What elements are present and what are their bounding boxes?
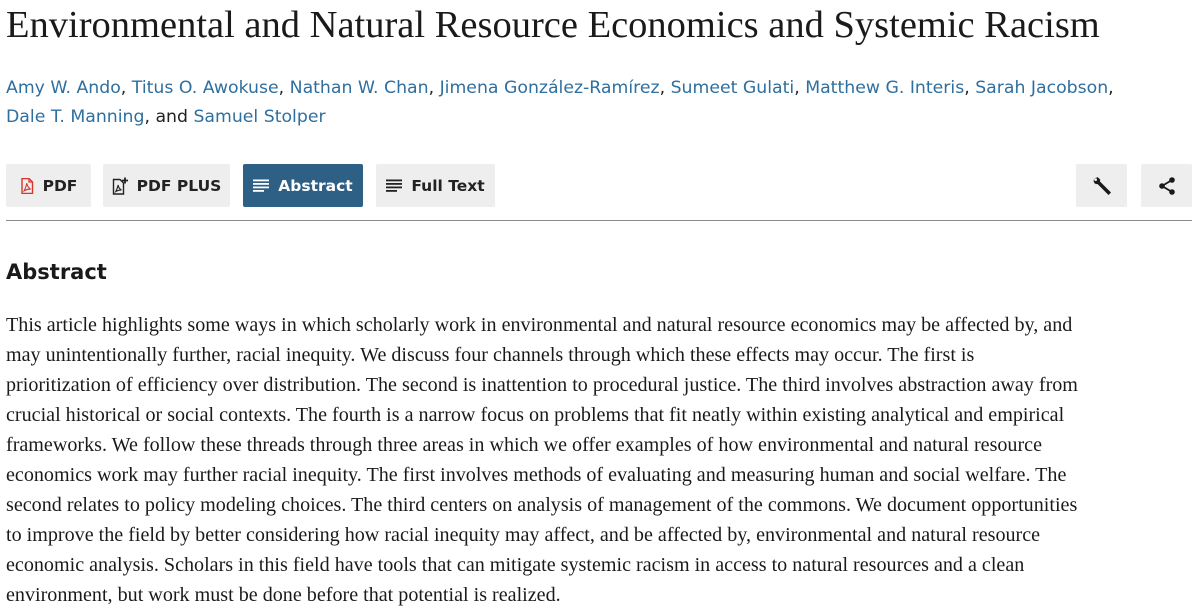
author-separator-final: , and <box>144 107 194 127</box>
abstract-line: crucial historical or social contexts. The fourth is a narrow focus on problems that fit neatly within existing analytical and empirical <box>6 404 1065 426</box>
abstract-line: second relates to policy modeling choices. The third centers on analysis of management of the commons. We document opportunities <box>6 494 1078 516</box>
author-link-manning[interactable]: Dale T. Manning <box>6 107 145 127</box>
author-separator: , <box>1108 78 1114 98</box>
abstract-line: may unintentionally further, racial inequity. We discuss four channels through which these effects may occur. The first is <box>6 344 975 366</box>
article-title: Environmental and Natural Resource Economics and Systemic Racism <box>6 4 1100 46</box>
author-link-awokuse[interactable]: Titus O. Awokuse <box>131 78 279 98</box>
author-list <box>6 74 1126 132</box>
pdf-plus-button[interactable] <box>103 164 230 207</box>
author-separator: , <box>120 78 132 98</box>
tools-button[interactable] <box>1076 164 1127 207</box>
pdf-button[interactable] <box>6 164 91 207</box>
abstract-line: economic analysis. Scholars in this field have tools that can mitigate systemic racism in access to natural resources and a clean <box>6 554 1025 576</box>
author-separator: , <box>278 78 290 98</box>
abstract-line: prioritization of efficiency over distribution. The second is inattention to procedural justice. The third involves abstraction away from <box>6 374 1078 396</box>
toolbar-divider <box>6 220 1192 221</box>
author-link-ando[interactable]: Amy W. Ando <box>6 78 121 98</box>
tab-abstract[interactable] <box>243 164 363 207</box>
tab-abstract-label: Abstract <box>278 176 353 195</box>
author-link-stolper[interactable]: Samuel Stolper <box>193 107 326 127</box>
tab-full-text-label: Full Text <box>411 176 485 195</box>
abstract-line: economics work may further racial inequity. The first involves methods of evaluating and measuring human and social welfare. The <box>6 464 1067 486</box>
author-separator: , <box>794 78 806 98</box>
author-separator: , <box>964 78 976 98</box>
tab-full-text[interactable] <box>376 164 495 207</box>
lines-icon <box>386 179 402 192</box>
lines-icon <box>253 179 269 192</box>
author-separator: , <box>659 78 671 98</box>
article-toolbar <box>0 164 1200 208</box>
abstract-heading: Abstract <box>6 260 107 284</box>
wrench-icon <box>1091 175 1113 197</box>
author-separator: , <box>428 78 440 98</box>
author-link-chan[interactable]: Nathan W. Chan <box>289 78 429 98</box>
abstract-line: frameworks. We follow these threads through three areas in which we offer examples of how environmental and natural resource <box>6 434 1043 456</box>
abstract-line: to improve the field by better considering how racial inequity may affect, and be affected by, environmental and natural resource <box>6 524 1041 546</box>
author-link-jacobson[interactable]: Sarah Jacobson <box>975 78 1109 98</box>
author-link-gulati[interactable]: Sumeet Gulati <box>670 78 795 98</box>
pdf-plus-icon <box>112 177 128 195</box>
author-link-interis[interactable]: Matthew G. Interis <box>805 78 965 98</box>
share-button[interactable] <box>1141 164 1192 207</box>
abstract-line: This article highlights some ways in which scholarly work in environmental and natural resource economics may be affected by, and <box>6 314 1073 336</box>
share-icon <box>1157 176 1177 196</box>
abstract-line: environment, but work must be done before that potential is realized. <box>6 584 561 606</box>
pdf-plus-button-label: PDF PLUS <box>136 176 222 195</box>
abstract-text <box>6 310 1194 610</box>
pdf-icon <box>20 178 34 194</box>
pdf-button-label: PDF <box>42 176 78 195</box>
author-link-gonzalez-ramirez[interactable]: Jimena González-Ramírez <box>439 78 660 98</box>
